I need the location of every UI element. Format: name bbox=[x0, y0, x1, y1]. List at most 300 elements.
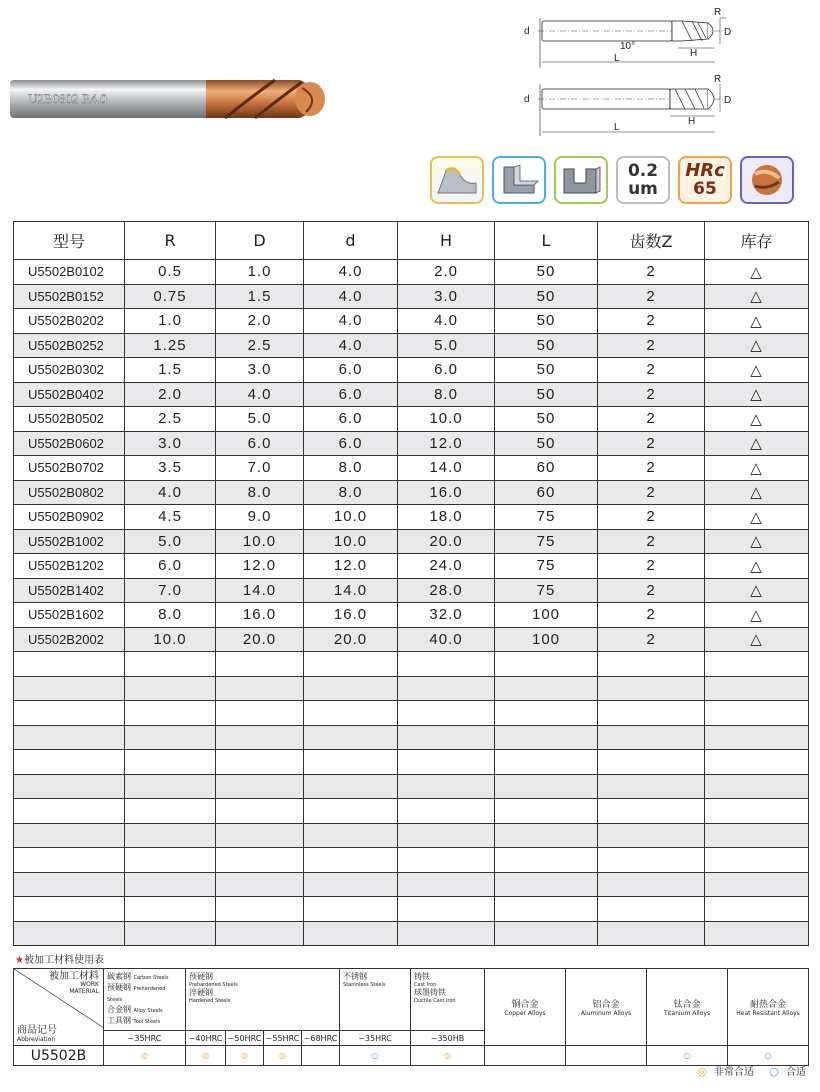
hardness-cell: ~50HRC bbox=[226, 1031, 264, 1046]
hardness-cell: ~40HRC bbox=[186, 1031, 226, 1046]
empty-row bbox=[14, 872, 809, 897]
cell-model: U5502B0802 bbox=[14, 480, 125, 505]
cell-H: 8.0 bbox=[398, 382, 495, 407]
cell-R: 1.5 bbox=[125, 358, 216, 383]
label-d: d bbox=[524, 26, 530, 37]
cell-flutes: 2 bbox=[598, 382, 705, 407]
cell-L bbox=[495, 921, 598, 946]
cell-D bbox=[216, 872, 304, 897]
cell-D bbox=[216, 701, 304, 726]
cell-L bbox=[495, 750, 598, 775]
material-titanium: 钛合金 Titanium Alloys bbox=[647, 969, 728, 1046]
cell-model bbox=[14, 872, 125, 897]
table-row bbox=[14, 284, 809, 309]
corner-top-en1: WORK bbox=[80, 981, 99, 988]
cell-D: 3.0 bbox=[216, 358, 304, 383]
cell-model bbox=[14, 799, 125, 824]
cell-stock bbox=[705, 676, 809, 701]
hardness-cell: ~55HRC bbox=[264, 1031, 302, 1046]
cell-R bbox=[125, 774, 216, 799]
cell-stock bbox=[705, 921, 809, 946]
cell-H bbox=[398, 652, 495, 677]
product-engraving: U2B0802 R4.0 bbox=[28, 91, 107, 106]
cell-D: 2.0 bbox=[216, 309, 304, 334]
cell-flutes bbox=[598, 652, 705, 677]
cell-model: U5502B0502 bbox=[14, 407, 125, 432]
cell-D bbox=[216, 725, 304, 750]
header-H: H bbox=[398, 222, 495, 260]
cell-D: 1.0 bbox=[216, 260, 304, 285]
tolerance-icon: 0.2 um bbox=[616, 156, 670, 204]
cell-flutes: 2 bbox=[598, 456, 705, 481]
ball-profile-icon bbox=[430, 156, 484, 204]
cell-H: 4.0 bbox=[398, 309, 495, 334]
suitability-cell bbox=[566, 1046, 647, 1066]
cell-D bbox=[216, 823, 304, 848]
cell-flutes: 2 bbox=[598, 431, 705, 456]
label-L: L bbox=[614, 53, 620, 64]
cell-L bbox=[495, 725, 598, 750]
cell-stock: △ bbox=[705, 554, 809, 579]
cell-stock: △ bbox=[705, 431, 809, 456]
cell-model bbox=[14, 701, 125, 726]
label-R: R bbox=[714, 74, 722, 85]
corner-top-en2: MATERIAL bbox=[69, 988, 99, 995]
cell-D: 12.0 bbox=[216, 554, 304, 579]
cell-L: 75 bbox=[495, 505, 598, 530]
product-code: U5502B bbox=[14, 1046, 104, 1066]
cell-stock bbox=[705, 897, 809, 922]
cell-stock bbox=[705, 774, 809, 799]
empty-row bbox=[14, 921, 809, 946]
cell-D: 6.0 bbox=[216, 431, 304, 456]
cell-flutes bbox=[598, 701, 705, 726]
table-row bbox=[14, 554, 809, 579]
cell-model: U5502B0602 bbox=[14, 431, 125, 456]
label-d: d bbox=[524, 94, 530, 105]
cell-D bbox=[216, 799, 304, 824]
cell-d bbox=[304, 676, 398, 701]
cell-R: 3.0 bbox=[125, 431, 216, 456]
cell-d bbox=[304, 750, 398, 775]
cell-H bbox=[398, 921, 495, 946]
cell-R bbox=[125, 921, 216, 946]
cell-R bbox=[125, 652, 216, 677]
cell-D bbox=[216, 897, 304, 922]
empty-row bbox=[14, 676, 809, 701]
cell-flutes bbox=[598, 799, 705, 824]
cell-d bbox=[304, 799, 398, 824]
cell-H bbox=[398, 872, 495, 897]
cell-R bbox=[125, 701, 216, 726]
header-stock: 库存 bbox=[705, 222, 809, 260]
cell-L: 60 bbox=[495, 456, 598, 481]
cell-flutes: 2 bbox=[598, 333, 705, 358]
material-group-cast-iron: 铸铁 Cast Iron 球墨铸铁 Ductile Cast Iron bbox=[411, 969, 485, 1031]
cell-flutes bbox=[598, 823, 705, 848]
legend-very-suitable: 非常合适 bbox=[714, 1067, 755, 1078]
table-row bbox=[14, 358, 809, 383]
cell-flutes bbox=[598, 774, 705, 799]
cell-flutes bbox=[598, 848, 705, 873]
cell-stock: △ bbox=[705, 627, 809, 652]
cell-stock bbox=[705, 872, 809, 897]
suitability-cell: ◎ bbox=[104, 1046, 186, 1066]
cell-d bbox=[304, 823, 398, 848]
cell-L: 50 bbox=[495, 382, 598, 407]
cell-L: 50 bbox=[495, 260, 598, 285]
material-heat-resistant: 耐热合金 Heat Resistant Alloys bbox=[728, 969, 809, 1046]
cell-L: 60 bbox=[495, 480, 598, 505]
cell-d bbox=[304, 921, 398, 946]
cell-R bbox=[125, 799, 216, 824]
cell-L: 100 bbox=[495, 603, 598, 628]
cell-stock bbox=[705, 701, 809, 726]
cell-stock: △ bbox=[705, 505, 809, 530]
cell-stock: △ bbox=[705, 480, 809, 505]
cell-model: U5502B1402 bbox=[14, 578, 125, 603]
cell-d bbox=[304, 872, 398, 897]
table-row bbox=[14, 505, 809, 530]
empty-row bbox=[14, 897, 809, 922]
cell-flutes bbox=[598, 725, 705, 750]
cell-d: 12.0 bbox=[304, 554, 398, 579]
cell-model bbox=[14, 921, 125, 946]
cell-model: U5502B0302 bbox=[14, 358, 125, 383]
suitability-cell: ○ bbox=[647, 1046, 728, 1066]
cell-model: U5502B0902 bbox=[14, 505, 125, 530]
empty-row bbox=[14, 701, 809, 726]
cell-L bbox=[495, 799, 598, 824]
cell-flutes: 2 bbox=[598, 284, 705, 309]
cell-H: 5.0 bbox=[398, 333, 495, 358]
header-L: L bbox=[495, 222, 598, 260]
cell-L bbox=[495, 872, 598, 897]
slot-corner-icon bbox=[492, 156, 546, 204]
cell-stock: △ bbox=[705, 529, 809, 554]
empty-row bbox=[14, 823, 809, 848]
cell-L: 50 bbox=[495, 358, 598, 383]
cell-model: U5502B0202 bbox=[14, 309, 125, 334]
cell-flutes bbox=[598, 897, 705, 922]
cell-R bbox=[125, 725, 216, 750]
label-D: D bbox=[724, 95, 732, 106]
cell-stock: △ bbox=[705, 284, 809, 309]
cell-flutes bbox=[598, 921, 705, 946]
cell-model: U5502B1602 bbox=[14, 603, 125, 628]
cell-H bbox=[398, 701, 495, 726]
cell-flutes: 2 bbox=[598, 554, 705, 579]
cell-d: 16.0 bbox=[304, 603, 398, 628]
cell-flutes: 2 bbox=[598, 529, 705, 554]
cell-H bbox=[398, 823, 495, 848]
cell-model bbox=[14, 774, 125, 799]
cell-H bbox=[398, 750, 495, 775]
material-group-carbon: 碳素钢 Carbon Steels 预硬钢 Prehardened Steels 合金钢 Alloy Steels 工具钢 Tool Steels bbox=[104, 969, 186, 1031]
cell-D: 16.0 bbox=[216, 603, 304, 628]
cell-model: U5502B0402 bbox=[14, 382, 125, 407]
cell-d: 6.0 bbox=[304, 407, 398, 432]
hardness-cell: ~350HB bbox=[411, 1031, 485, 1046]
cell-L: 75 bbox=[495, 578, 598, 603]
cell-model bbox=[14, 652, 125, 677]
cell-H: 20.0 bbox=[398, 529, 495, 554]
cell-flutes: 2 bbox=[598, 603, 705, 628]
cell-flutes: 2 bbox=[598, 627, 705, 652]
cell-H: 32.0 bbox=[398, 603, 495, 628]
header-model: 型号 bbox=[14, 222, 125, 260]
cell-H: 16.0 bbox=[398, 480, 495, 505]
cell-flutes: 2 bbox=[598, 309, 705, 334]
material-group-stainless: 不锈钢 Staninless Steels bbox=[340, 969, 411, 1031]
cell-L bbox=[495, 897, 598, 922]
cell-model: U5502B0152 bbox=[14, 284, 125, 309]
table-row bbox=[14, 480, 809, 505]
cell-flutes: 2 bbox=[598, 260, 705, 285]
table-row bbox=[14, 333, 809, 358]
cell-D: 7.0 bbox=[216, 456, 304, 481]
cell-d: 10.0 bbox=[304, 505, 398, 530]
label-angle: 10° bbox=[620, 41, 636, 52]
slot-groove-icon bbox=[554, 156, 608, 204]
cell-D bbox=[216, 676, 304, 701]
cell-d: 8.0 bbox=[304, 456, 398, 481]
cell-D bbox=[216, 750, 304, 775]
cell-R bbox=[125, 750, 216, 775]
material-aluminum: 铝合金 Aluminum Alloys bbox=[566, 969, 647, 1046]
cell-L bbox=[495, 774, 598, 799]
cell-D: 10.0 bbox=[216, 529, 304, 554]
corner-bottom-cn: 商品记号 bbox=[17, 1025, 57, 1036]
cell-stock: △ bbox=[705, 260, 809, 285]
cell-model bbox=[14, 750, 125, 775]
cell-L bbox=[495, 701, 598, 726]
cell-L: 75 bbox=[495, 554, 598, 579]
cell-H: 12.0 bbox=[398, 431, 495, 456]
cell-model bbox=[14, 848, 125, 873]
cell-D bbox=[216, 652, 304, 677]
suitability-cell bbox=[302, 1046, 340, 1066]
cell-model bbox=[14, 676, 125, 701]
cell-H: 24.0 bbox=[398, 554, 495, 579]
corner-bottom-en: Abbreviation bbox=[17, 1036, 56, 1043]
cell-L: 75 bbox=[495, 529, 598, 554]
header-d: d bbox=[304, 222, 398, 260]
cell-stock bbox=[705, 750, 809, 775]
corner-top-cn: 被加工材料 bbox=[49, 971, 99, 982]
cell-model: U5502B1202 bbox=[14, 554, 125, 579]
table-row bbox=[14, 382, 809, 407]
cell-D bbox=[216, 774, 304, 799]
cell-stock: △ bbox=[705, 382, 809, 407]
cell-H: 14.0 bbox=[398, 456, 495, 481]
cell-D: 9.0 bbox=[216, 505, 304, 530]
legend bbox=[693, 1063, 806, 1078]
cell-D bbox=[216, 848, 304, 873]
cell-L: 50 bbox=[495, 333, 598, 358]
cell-H: 6.0 bbox=[398, 358, 495, 383]
cell-model bbox=[14, 897, 125, 922]
cell-H: 2.0 bbox=[398, 260, 495, 285]
cell-H bbox=[398, 774, 495, 799]
header-R: R bbox=[125, 222, 216, 260]
feature-icons bbox=[430, 156, 794, 204]
cell-d bbox=[304, 848, 398, 873]
hardness-cell: ~35HRC bbox=[104, 1031, 186, 1046]
spec-table bbox=[13, 221, 809, 946]
cell-flutes: 2 bbox=[598, 358, 705, 383]
cell-model bbox=[14, 823, 125, 848]
very-suitable-icon: ◎ bbox=[697, 1065, 707, 1078]
coating-icon bbox=[740, 156, 794, 204]
cell-R: 3.5 bbox=[125, 456, 216, 481]
cell-L: 50 bbox=[495, 284, 598, 309]
cell-R bbox=[125, 872, 216, 897]
cell-D: 14.0 bbox=[216, 578, 304, 603]
suitability-cell: ○ bbox=[728, 1046, 809, 1066]
suitability-cell: ◎ bbox=[264, 1046, 302, 1066]
cell-flutes: 2 bbox=[598, 578, 705, 603]
cell-R: 6.0 bbox=[125, 554, 216, 579]
cell-stock bbox=[705, 725, 809, 750]
cell-R: 7.0 bbox=[125, 578, 216, 603]
cell-d bbox=[304, 701, 398, 726]
table-row bbox=[14, 529, 809, 554]
cell-H: 40.0 bbox=[398, 627, 495, 652]
suitability-cell: ○ bbox=[340, 1046, 411, 1066]
cell-H: 10.0 bbox=[398, 407, 495, 432]
cell-H: 3.0 bbox=[398, 284, 495, 309]
cell-L bbox=[495, 652, 598, 677]
cell-R: 5.0 bbox=[125, 529, 216, 554]
suitability-cell: ◎ bbox=[186, 1046, 226, 1066]
suitable-icon: ○ bbox=[769, 1065, 779, 1078]
cell-R: 8.0 bbox=[125, 603, 216, 628]
cell-L: 50 bbox=[495, 431, 598, 456]
cell-stock: △ bbox=[705, 407, 809, 432]
cell-D: 20.0 bbox=[216, 627, 304, 652]
cell-D bbox=[216, 921, 304, 946]
label-H: H bbox=[690, 48, 698, 59]
empty-row bbox=[14, 799, 809, 824]
table-row bbox=[14, 407, 809, 432]
material-group-hardened: 预硬钢 Prehardened Steels 淬硬钢 Hardened Steels bbox=[186, 969, 340, 1031]
cell-R: 2.5 bbox=[125, 407, 216, 432]
cell-model: U5502B0252 bbox=[14, 333, 125, 358]
table-row bbox=[14, 456, 809, 481]
cell-R: 1.25 bbox=[125, 333, 216, 358]
cell-d bbox=[304, 652, 398, 677]
cell-R: 10.0 bbox=[125, 627, 216, 652]
cell-d: 14.0 bbox=[304, 578, 398, 603]
cell-d: 4.0 bbox=[304, 333, 398, 358]
suitability-cell: ◎ bbox=[411, 1046, 485, 1066]
cell-flutes bbox=[598, 750, 705, 775]
cell-D: 1.5 bbox=[216, 284, 304, 309]
cell-d bbox=[304, 897, 398, 922]
cell-R: 4.0 bbox=[125, 480, 216, 505]
cell-L bbox=[495, 823, 598, 848]
spec-header-row bbox=[14, 222, 809, 260]
cell-model: U5502B0102 bbox=[14, 260, 125, 285]
cell-d: 6.0 bbox=[304, 382, 398, 407]
label-L: L bbox=[614, 122, 620, 133]
cell-R: 1.0 bbox=[125, 309, 216, 334]
cell-stock: △ bbox=[705, 309, 809, 334]
hardness-cell: ~35HRC bbox=[340, 1031, 411, 1046]
drawing-bottom bbox=[510, 72, 740, 132]
cell-d: 4.0 bbox=[304, 260, 398, 285]
label-D: D bbox=[724, 27, 732, 38]
cell-R bbox=[125, 848, 216, 873]
cell-H bbox=[398, 848, 495, 873]
cell-flutes: 2 bbox=[598, 505, 705, 530]
cell-d: 4.0 bbox=[304, 309, 398, 334]
cell-L: 50 bbox=[495, 407, 598, 432]
cell-R bbox=[125, 676, 216, 701]
cell-D: 2.5 bbox=[216, 333, 304, 358]
cell-L: 100 bbox=[495, 627, 598, 652]
empty-row bbox=[14, 750, 809, 775]
cell-d: 8.0 bbox=[304, 480, 398, 505]
cell-d bbox=[304, 725, 398, 750]
cell-L: 50 bbox=[495, 309, 598, 334]
product-image bbox=[10, 78, 335, 120]
cell-d: 10.0 bbox=[304, 529, 398, 554]
cell-R: 0.75 bbox=[125, 284, 216, 309]
cell-R bbox=[125, 897, 216, 922]
empty-row bbox=[14, 774, 809, 799]
cell-stock: △ bbox=[705, 333, 809, 358]
header-flutes: 齿数Z bbox=[598, 222, 705, 260]
hardness-icon: HRc 65 bbox=[678, 156, 732, 204]
cell-model: U5502B2002 bbox=[14, 627, 125, 652]
drawing-top bbox=[510, 4, 740, 64]
table-row bbox=[14, 578, 809, 603]
label-R: R bbox=[714, 7, 722, 18]
cell-R: 2.0 bbox=[125, 382, 216, 407]
cell-H: 28.0 bbox=[398, 578, 495, 603]
cell-d: 6.0 bbox=[304, 431, 398, 456]
cell-R: 0.5 bbox=[125, 260, 216, 285]
materials-table bbox=[13, 968, 809, 1066]
cell-H: 18.0 bbox=[398, 505, 495, 530]
table-row bbox=[14, 309, 809, 334]
cell-model bbox=[14, 725, 125, 750]
table-row bbox=[14, 431, 809, 456]
cell-H bbox=[398, 897, 495, 922]
cell-d bbox=[304, 774, 398, 799]
cell-stock: △ bbox=[705, 358, 809, 383]
cell-stock bbox=[705, 823, 809, 848]
cell-stock: △ bbox=[705, 603, 809, 628]
cell-flutes bbox=[598, 676, 705, 701]
cell-stock bbox=[705, 799, 809, 824]
cell-D: 5.0 bbox=[216, 407, 304, 432]
cell-R: 4.5 bbox=[125, 505, 216, 530]
cell-L bbox=[495, 848, 598, 873]
cell-d: 20.0 bbox=[304, 627, 398, 652]
cell-flutes bbox=[598, 872, 705, 897]
cell-stock: △ bbox=[705, 578, 809, 603]
cell-D: 8.0 bbox=[216, 480, 304, 505]
hardness-cell: ~68HRC bbox=[302, 1031, 340, 1046]
suitability-cell bbox=[485, 1046, 566, 1066]
materials-corner-cell bbox=[14, 969, 104, 1046]
suitability-cell: ◎ bbox=[226, 1046, 264, 1066]
empty-row bbox=[14, 848, 809, 873]
table-row bbox=[14, 603, 809, 628]
